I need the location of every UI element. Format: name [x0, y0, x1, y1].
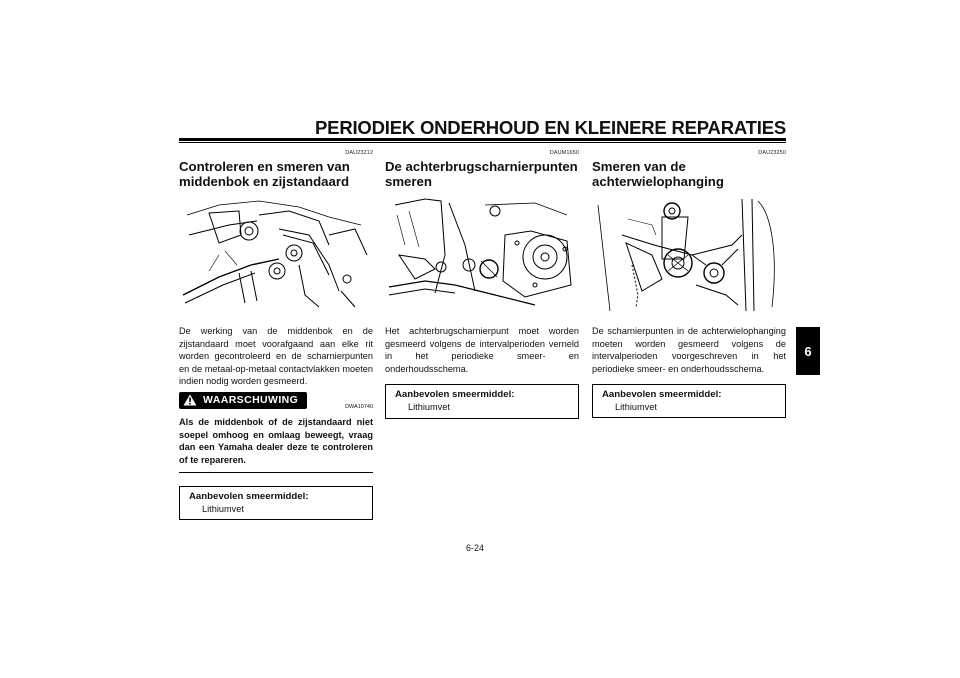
lube-box — [592, 384, 786, 418]
section-body: De werking van de middenbok en de zijstandaard moet voorafgaand aan elke rit worden gecontroleerd en de scharnierpunten en de metaal-op-metaal contactvlakken moeten indien nodig worden gesmeerd. — [179, 326, 373, 387]
header-rule — [179, 138, 786, 141]
section-achterbrug — [385, 150, 579, 419]
lube-box-value: Lithiumvet — [408, 402, 450, 413]
lube-box-title: Aanbevolen smeermiddel: — [189, 491, 309, 503]
warning-triangle-icon — [183, 394, 197, 406]
lube-box-value: Lithiumvet — [202, 504, 244, 515]
page-header-title: PERIODIEK ONDERHOUD EN KLEINERE REPARATIES — [315, 117, 786, 138]
section-middenbok — [179, 150, 373, 520]
section-body: De scharnierpunten in de achterwielophanging moeten worden gesmeerd volgens de intervalperioden voorgeschreven in het periodieke smeer- en onderhoudsschema. — [592, 326, 786, 374]
section-achterwielophanging — [592, 150, 786, 418]
page-number: 6-24 — [466, 543, 485, 553]
section-code: DAU23212 — [345, 150, 373, 156]
lube-box — [385, 384, 579, 419]
section-body: Het achterbrugscharnierpunt moet worden gesmeerd volgens de intervalperioden verneld in het periodieke smeer- en onderhoudsschema. — [385, 326, 579, 374]
section-title: De achterbrugscharnierpunten smeren — [385, 159, 578, 189]
warning-label: WAARSCHUWING — [203, 394, 299, 407]
warning-text: Als de middenbok of de zijstandaard niet soepel omhoog en omlaag beweegt, vraag dan een Yamaha dealer deze te controleren of te repareren. — [179, 416, 373, 465]
section-code: DAU23250 — [758, 150, 786, 156]
lube-box — [179, 486, 373, 520]
figure-rear-suspension — [592, 195, 786, 313]
section-title: Controleren en smeren van middenbok en zijstandaard — [179, 159, 350, 189]
figure-sidestand — [179, 195, 373, 313]
warning-code: DWA10740 — [345, 403, 373, 410]
lube-box-title: Aanbevolen smeermiddel: — [395, 389, 515, 401]
figure-swingarm-pivot — [385, 195, 579, 313]
lube-box-title: Aanbevolen smeermiddel: — [602, 389, 722, 401]
section-code: DAUM1650 — [549, 150, 579, 156]
section-title: Smeren van de achterwielophanging — [592, 159, 724, 189]
header-rule-thin — [179, 142, 786, 143]
lube-box-value: Lithiumvet — [615, 402, 657, 413]
chapter-tab[interactable]: 6 — [796, 327, 820, 375]
warning-rule — [179, 472, 373, 473]
